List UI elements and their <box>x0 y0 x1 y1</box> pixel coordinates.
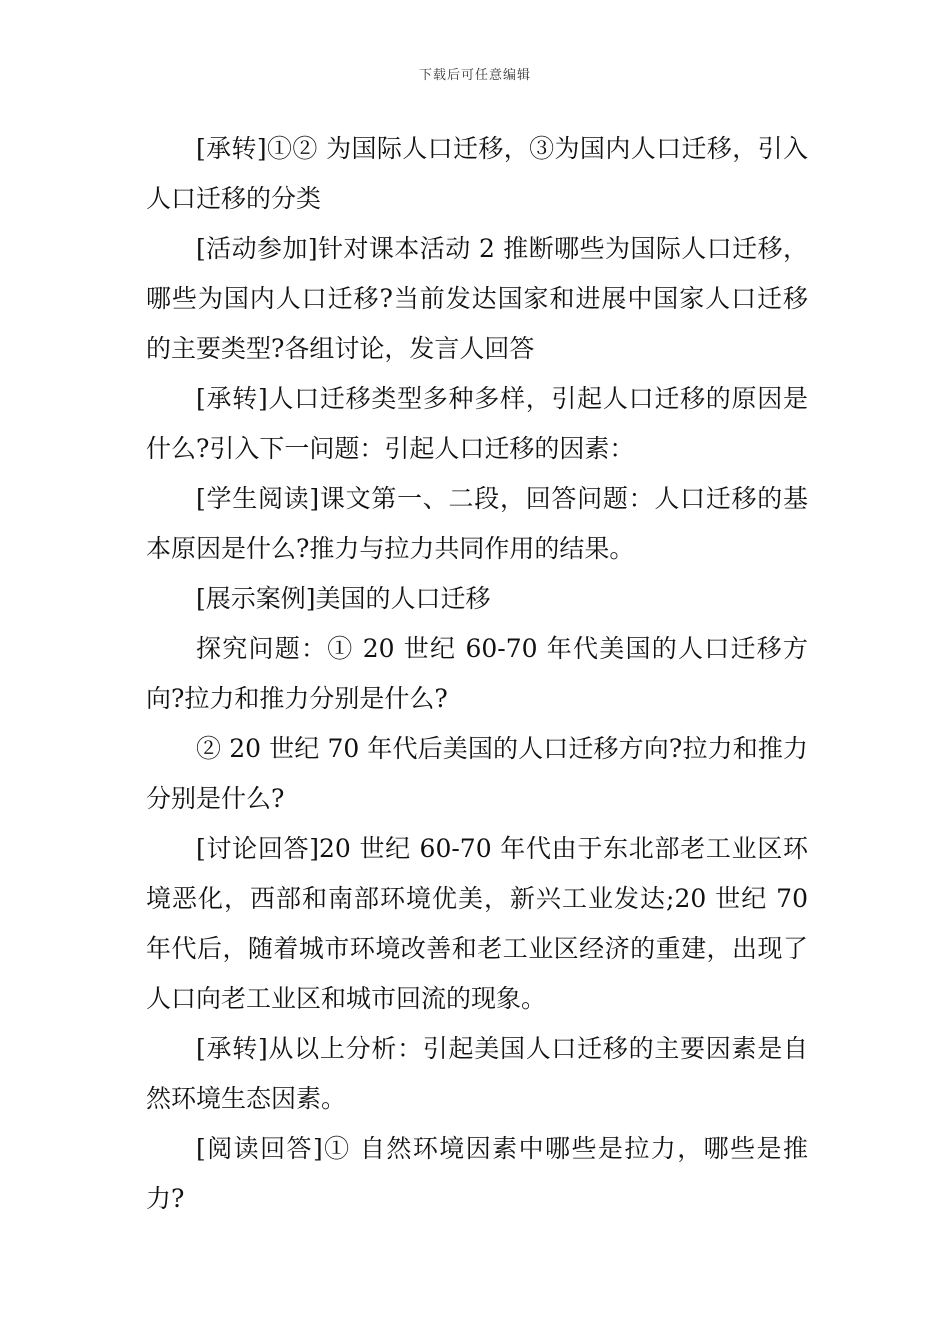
paragraph-transition-2: [承转]人口迁移类型多种多样，引起人口迁移的原因是什么?引入下一问题：引起人口迁移的因素： <box>146 384 808 463</box>
paragraph-case: [展示案例]美国的人口迁移 <box>196 584 491 613</box>
paragraph-student-reading: [学生阅读]课文第一、二段，回答问题：人口迁移的基本原因是什么?推力与拉力共同作用的结果。 <box>146 484 808 563</box>
paragraph-question-2: ② 20 世纪 70 年代后美国的人口迁移方向?拉力和推力分别是什么? <box>146 734 808 813</box>
paragraph-question-1: 探究问题：① 20 世纪 60-70 年代美国的人口迁移方向?拉力和推力分别是什么? <box>146 634 808 713</box>
paragraph-activity: [活动参加]针对课本活动 2 推断哪些为国际人口迁移，哪些为国内人口迁移?当前发达国家和进展中国家人口迁移的主要类型?各组讨论，发言人回答 <box>146 234 808 363</box>
paragraph-transition-1: [承转]①② 为国际人口迁移，③为国内人口迁移，引入人口迁移的分类 <box>146 134 808 213</box>
page-header: 下载后可任意编辑 <box>418 68 531 83</box>
paragraph-reading-answer: [阅读回答]① 自然环境因素中哪些是拉力，哪些是推力? <box>146 1134 808 1213</box>
paragraph-transition-3: [承转]从以上分析：引起美国人口迁移的主要因素是自然环境生态因素。 <box>146 1034 808 1113</box>
paragraph-discussion: [讨论回答]20 世纪 60-70 年代由于东北部老工业区环境恶化，西部和南部环境优美，新兴工业发达;20 世纪 70 年代后，随着城市环境改善和老工业区经济的重建，出现了人口向老工业区和城市回流的现象。 <box>146 834 808 1013</box>
document-body <box>146 124 808 1224</box>
